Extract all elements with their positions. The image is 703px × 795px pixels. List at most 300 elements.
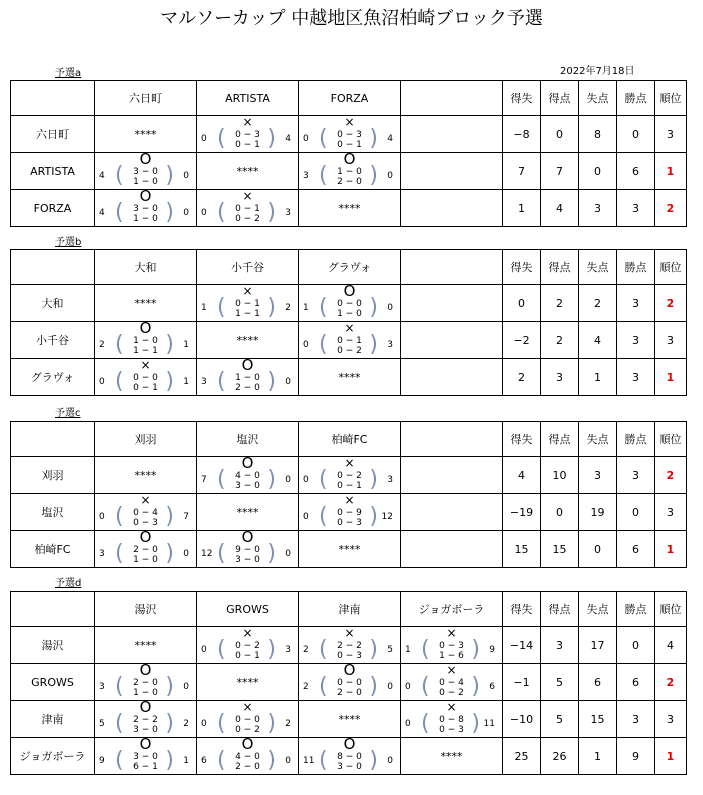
goals-scored: 5 xyxy=(541,701,579,738)
self-match-placeholder: **** xyxy=(236,333,259,347)
match-result xyxy=(299,627,400,663)
second-half-score: 0 − 2 xyxy=(439,688,464,698)
points: 3 xyxy=(617,701,655,738)
second-half-score: 1 − 1 xyxy=(133,346,158,356)
goal-difference: 15 xyxy=(503,531,541,568)
goals-for: 3 xyxy=(303,171,309,181)
goals-against: 0 xyxy=(183,208,189,218)
team-column-header xyxy=(95,250,197,285)
match-cell xyxy=(95,319,197,359)
row-team-name: グラヴォ xyxy=(11,359,95,396)
self-match-placeholder: **** xyxy=(134,468,157,482)
match-cell xyxy=(299,531,401,568)
goals-against: 3 xyxy=(285,645,291,655)
goals-against: 7 xyxy=(183,512,189,522)
match-cell xyxy=(95,116,197,153)
right-bracket: ) xyxy=(369,295,378,320)
header-row xyxy=(11,422,687,457)
first-half-score: 4 − 0 xyxy=(235,471,260,481)
first-half-score: 1 − 0 xyxy=(337,167,362,177)
first-half-score: 0 − 4 xyxy=(133,508,158,518)
match-result xyxy=(401,701,502,737)
win-mark-icon: O xyxy=(139,319,152,337)
match-result xyxy=(95,319,196,358)
right-bracket: ) xyxy=(165,369,174,394)
goals-conceded: 2 xyxy=(579,285,617,322)
match-result xyxy=(197,735,298,774)
first-half-score: 2 − 0 xyxy=(133,678,158,688)
match-result xyxy=(299,116,400,152)
row-team-name: GROWS xyxy=(11,664,95,701)
match-cell xyxy=(299,282,401,322)
first-half-score: 0 − 0 xyxy=(133,373,158,383)
team-name: グラヴォ xyxy=(327,261,372,274)
first-half-score: 1 − 0 xyxy=(235,373,260,383)
loss-mark-icon: × xyxy=(242,189,253,203)
goals-against: 0 xyxy=(387,171,393,181)
match-result xyxy=(299,494,400,530)
first-half-score: 0 − 2 xyxy=(337,471,362,481)
left-bracket: ( xyxy=(217,637,226,662)
goals-conceded: 3 xyxy=(579,457,617,494)
right-bracket: ) xyxy=(471,637,480,662)
right-bracket: ) xyxy=(267,748,276,773)
team-name: 柏崎FC xyxy=(331,433,368,446)
win-mark-icon: O xyxy=(139,187,152,205)
win-mark-icon: O xyxy=(241,528,254,546)
win-mark-icon: O xyxy=(139,528,152,546)
second-half-score: 2 − 0 xyxy=(235,762,260,772)
team-column-header xyxy=(401,592,503,627)
goals-against: 2 xyxy=(285,719,291,729)
match-cell xyxy=(299,150,401,190)
stat-header: 勝点 xyxy=(617,250,655,285)
second-half-score: 0 − 1 xyxy=(337,481,362,491)
goal-difference: −1 xyxy=(503,664,541,701)
first-half-score: 8 − 0 xyxy=(337,752,362,762)
left-bracket: ( xyxy=(217,541,226,566)
match-cell xyxy=(197,356,299,396)
left-bracket: ( xyxy=(115,541,124,566)
match-result xyxy=(197,116,298,152)
self-match-placeholder: **** xyxy=(134,638,157,652)
goals-scored: 3 xyxy=(541,627,579,664)
match-result xyxy=(95,528,196,567)
goals-for: 6 xyxy=(201,756,207,766)
left-bracket: ( xyxy=(319,295,328,320)
table-row xyxy=(11,359,687,396)
goals-scored: 5 xyxy=(541,664,579,701)
second-half-score: 0 − 2 xyxy=(235,214,260,224)
self-match-placeholder: **** xyxy=(440,749,463,763)
second-half-score: 3 − 0 xyxy=(337,762,362,772)
match-cell xyxy=(197,664,299,701)
stat-header: 失点 xyxy=(579,81,617,116)
group-table xyxy=(10,80,687,227)
goals-conceded: 0 xyxy=(579,153,617,190)
second-half-score: 3 − 0 xyxy=(235,555,260,565)
team-name: 津南 xyxy=(338,603,361,616)
goals-conceded: 0 xyxy=(579,531,617,568)
group-table xyxy=(10,421,687,568)
match-cell xyxy=(197,116,299,153)
match-result xyxy=(95,698,196,737)
match-cell xyxy=(299,494,401,531)
goals-conceded: 6 xyxy=(579,664,617,701)
loss-mark-icon: × xyxy=(140,493,151,507)
team-column-header xyxy=(299,592,401,627)
right-bracket: ) xyxy=(471,711,480,736)
goal-difference: −10 xyxy=(503,701,541,738)
left-bracket: ( xyxy=(319,504,328,529)
table-row xyxy=(11,664,687,701)
match-cell xyxy=(299,661,401,701)
right-bracket: ) xyxy=(165,748,174,773)
second-half-score: 0 − 3 xyxy=(337,518,362,528)
team-name: ジョガボーラ xyxy=(418,603,485,616)
corner-cell xyxy=(11,250,95,285)
table-row xyxy=(11,701,687,738)
loss-mark-icon: × xyxy=(344,493,355,507)
match-cell xyxy=(299,627,401,664)
match-cell xyxy=(401,627,503,664)
points: 3 xyxy=(617,457,655,494)
right-bracket: ) xyxy=(267,126,276,151)
second-half-score: 1 − 0 xyxy=(337,309,362,319)
goal-difference: 0 xyxy=(503,285,541,322)
match-cell xyxy=(299,457,401,494)
second-half-score: 0 − 2 xyxy=(337,346,362,356)
self-match-placeholder: **** xyxy=(338,370,361,384)
first-half-score: 0 − 1 xyxy=(337,336,362,346)
goals-scored: 4 xyxy=(541,190,579,227)
table-row xyxy=(11,285,687,322)
left-bracket: ( xyxy=(115,332,124,357)
win-mark-icon: O xyxy=(139,698,152,716)
right-bracket: ) xyxy=(165,504,174,529)
row-team-name: FORZA xyxy=(11,190,95,227)
header-row xyxy=(11,250,687,285)
second-half-score: 0 − 3 xyxy=(133,518,158,528)
second-half-score: 0 − 1 xyxy=(235,651,260,661)
team-column-header xyxy=(197,422,299,457)
loss-mark-icon: × xyxy=(344,456,355,470)
goals-for: 4 xyxy=(99,171,105,181)
table-row xyxy=(11,190,687,227)
left-bracket: ( xyxy=(217,467,226,492)
points: 6 xyxy=(617,531,655,568)
left-bracket: ( xyxy=(115,200,124,225)
left-bracket: ( xyxy=(217,748,226,773)
goals-conceded: 8 xyxy=(579,116,617,153)
points: 3 xyxy=(617,285,655,322)
rank-value: 1 xyxy=(655,738,687,775)
stat-header: 順位 xyxy=(655,592,687,627)
stat-header: 得失 xyxy=(503,422,541,457)
left-bracket: ( xyxy=(319,126,328,151)
goals-against: 9 xyxy=(489,645,495,655)
group-table xyxy=(10,591,687,775)
left-bracket: ( xyxy=(319,332,328,357)
left-bracket: ( xyxy=(115,163,124,188)
match-result xyxy=(95,359,196,395)
goals-scored: 7 xyxy=(541,153,579,190)
match-result xyxy=(197,285,298,321)
goal-difference: −14 xyxy=(503,627,541,664)
first-half-score: 2 − 2 xyxy=(133,715,158,725)
rank-value: 1 xyxy=(655,359,687,396)
second-half-score: 1 − 1 xyxy=(235,309,260,319)
header-row xyxy=(11,81,687,116)
goals-scored: 3 xyxy=(541,359,579,396)
loss-mark-icon: × xyxy=(242,115,253,129)
goals-against: 3 xyxy=(387,340,393,350)
goals-for: 0 xyxy=(303,340,309,350)
goals-scored: 10 xyxy=(541,457,579,494)
left-bracket: ( xyxy=(319,748,328,773)
rank-value: 3 xyxy=(655,116,687,153)
row-team-name: 塩沢 xyxy=(11,494,95,531)
win-mark-icon: O xyxy=(139,735,152,753)
goals-for: 0 xyxy=(201,645,207,655)
second-half-score: 0 − 3 xyxy=(337,651,362,661)
points: 0 xyxy=(617,494,655,531)
match-cell xyxy=(299,322,401,359)
match-cell xyxy=(95,661,197,701)
right-bracket: ) xyxy=(165,332,174,357)
right-bracket: ) xyxy=(165,711,174,736)
match-cell xyxy=(401,701,503,738)
right-bracket: ) xyxy=(267,711,276,736)
goals-for: 7 xyxy=(201,475,207,485)
match-result xyxy=(197,528,298,567)
right-bracket: ) xyxy=(369,748,378,773)
goals-scored: 2 xyxy=(541,285,579,322)
goals-for: 2 xyxy=(303,682,309,692)
loss-mark-icon: × xyxy=(344,321,355,335)
match-result xyxy=(197,356,298,395)
second-half-score: 2 − 0 xyxy=(337,177,362,187)
goals-for: 1 xyxy=(405,645,411,655)
second-half-score: 1 − 0 xyxy=(133,555,158,565)
goals-scored: 15 xyxy=(541,531,579,568)
right-bracket: ) xyxy=(165,200,174,225)
match-result xyxy=(95,187,196,226)
left-bracket: ( xyxy=(115,504,124,529)
row-team-name: ジョガボーラ xyxy=(11,738,95,775)
group-table xyxy=(10,249,687,396)
loss-mark-icon: × xyxy=(242,626,253,640)
points: 3 xyxy=(617,322,655,359)
goals-conceded: 1 xyxy=(579,359,617,396)
goals-for: 12 xyxy=(201,549,213,559)
rank-value: 3 xyxy=(655,701,687,738)
goals-scored: 0 xyxy=(541,494,579,531)
goals-conceded: 4 xyxy=(579,322,617,359)
goals-for: 0 xyxy=(405,719,411,729)
right-bracket: ) xyxy=(267,637,276,662)
right-bracket: ) xyxy=(267,467,276,492)
match-result xyxy=(95,661,196,700)
match-cell xyxy=(95,528,197,568)
first-half-score: 9 − 0 xyxy=(235,545,260,555)
rank-value: 4 xyxy=(655,627,687,664)
match-cell xyxy=(197,627,299,664)
match-result xyxy=(299,735,400,774)
goals-for: 3 xyxy=(201,377,207,387)
second-half-score: 0 − 1 xyxy=(133,383,158,393)
match-result xyxy=(299,457,400,493)
right-bracket: ) xyxy=(369,163,378,188)
second-half-score: 0 − 1 xyxy=(337,140,362,150)
first-half-score: 0 − 0 xyxy=(337,678,362,688)
match-cell xyxy=(95,627,197,664)
points: 9 xyxy=(617,738,655,775)
self-match-placeholder: **** xyxy=(134,127,157,141)
team-column-header xyxy=(299,81,401,116)
goals-against: 0 xyxy=(183,549,189,559)
goals-against: 0 xyxy=(183,682,189,692)
team-column-header xyxy=(401,422,503,457)
loss-mark-icon: × xyxy=(446,626,457,640)
points: 6 xyxy=(617,153,655,190)
match-cell xyxy=(95,457,197,494)
match-cell xyxy=(401,531,503,568)
stat-header: 失点 xyxy=(579,592,617,627)
corner-cell xyxy=(11,81,95,116)
team-name: 小千谷 xyxy=(231,261,264,274)
corner-cell xyxy=(11,422,95,457)
match-cell xyxy=(197,494,299,531)
team-name: ARTISTA xyxy=(225,91,270,105)
loss-mark-icon: × xyxy=(446,663,457,677)
right-bracket: ) xyxy=(165,541,174,566)
loss-mark-icon: × xyxy=(344,626,355,640)
row-team-name: 六日町 xyxy=(11,116,95,153)
goal-difference: 1 xyxy=(503,190,541,227)
first-half-score: 2 − 0 xyxy=(133,545,158,555)
first-half-score: 0 − 4 xyxy=(439,678,464,688)
table-row xyxy=(11,531,687,568)
match-cell xyxy=(95,494,197,531)
match-cell xyxy=(197,735,299,775)
right-bracket: ) xyxy=(369,504,378,529)
match-result xyxy=(197,627,298,663)
right-bracket: ) xyxy=(369,637,378,662)
stat-header: 失点 xyxy=(579,250,617,285)
left-bracket: ( xyxy=(319,467,328,492)
goals-against: 6 xyxy=(489,682,495,692)
match-result xyxy=(95,494,196,530)
match-cell xyxy=(401,116,503,153)
second-half-score: 2 − 0 xyxy=(337,688,362,698)
first-half-score: 0 − 9 xyxy=(337,508,362,518)
match-result xyxy=(299,661,400,700)
left-bracket: ( xyxy=(421,674,430,699)
team-column-header xyxy=(95,422,197,457)
second-half-score: 6 − 1 xyxy=(133,762,158,772)
goals-for: 0 xyxy=(99,377,105,387)
match-result xyxy=(197,190,298,226)
row-team-name: 柏崎FC xyxy=(11,531,95,568)
goals-for: 3 xyxy=(99,549,105,559)
match-cell xyxy=(95,735,197,775)
loss-mark-icon: × xyxy=(242,700,253,714)
goals-against: 0 xyxy=(285,549,291,559)
goals-for: 5 xyxy=(99,719,105,729)
right-bracket: ) xyxy=(165,163,174,188)
table-row xyxy=(11,457,687,494)
right-bracket: ) xyxy=(369,467,378,492)
left-bracket: ( xyxy=(421,637,430,662)
row-team-name: 津南 xyxy=(11,701,95,738)
left-bracket: ( xyxy=(217,369,226,394)
team-column-header xyxy=(197,250,299,285)
match-cell xyxy=(299,359,401,396)
row-team-name: 湯沢 xyxy=(11,627,95,664)
stat-header: 順位 xyxy=(655,422,687,457)
table-row xyxy=(11,494,687,531)
goals-against: 12 xyxy=(381,512,393,522)
rank-value: 1 xyxy=(655,153,687,190)
match-cell xyxy=(95,698,197,738)
team-name: 湯沢 xyxy=(134,603,157,616)
table-row xyxy=(11,153,687,190)
left-bracket: ( xyxy=(115,711,124,736)
goals-for: 0 xyxy=(303,134,309,144)
goals-for: 1 xyxy=(201,303,207,313)
loss-mark-icon: × xyxy=(242,284,253,298)
match-cell xyxy=(299,190,401,227)
win-mark-icon: O xyxy=(343,661,356,679)
match-cell xyxy=(299,701,401,738)
goal-difference: −8 xyxy=(503,116,541,153)
match-cell xyxy=(95,359,197,396)
left-bracket: ( xyxy=(319,163,328,188)
right-bracket: ) xyxy=(165,674,174,699)
goals-against: 0 xyxy=(387,303,393,313)
goal-difference: −2 xyxy=(503,322,541,359)
goals-for: 0 xyxy=(201,208,207,218)
match-cell xyxy=(401,359,503,396)
loss-mark-icon: × xyxy=(446,700,457,714)
goals-against: 4 xyxy=(285,134,291,144)
self-match-placeholder: **** xyxy=(338,542,361,556)
loss-mark-icon: × xyxy=(344,115,355,129)
first-half-score: 2 − 2 xyxy=(337,641,362,651)
goals-scored: 26 xyxy=(541,738,579,775)
goals-for: 3 xyxy=(99,682,105,692)
win-mark-icon: O xyxy=(241,454,254,472)
goal-difference: −19 xyxy=(503,494,541,531)
points: 3 xyxy=(617,359,655,396)
win-mark-icon: O xyxy=(139,661,152,679)
goals-conceded: 19 xyxy=(579,494,617,531)
first-half-score: 0 − 2 xyxy=(235,641,260,651)
row-team-name: 大和 xyxy=(11,285,95,322)
team-column-header xyxy=(401,250,503,285)
goals-against: 11 xyxy=(483,719,495,729)
match-cell xyxy=(401,457,503,494)
goals-for: 9 xyxy=(99,756,105,766)
match-result xyxy=(401,627,502,663)
match-result xyxy=(197,701,298,737)
second-half-score: 3 − 0 xyxy=(133,725,158,735)
goals-conceded: 15 xyxy=(579,701,617,738)
self-match-placeholder: **** xyxy=(338,712,361,726)
second-half-score: 1 − 0 xyxy=(133,688,158,698)
stat-header: 得失 xyxy=(503,592,541,627)
